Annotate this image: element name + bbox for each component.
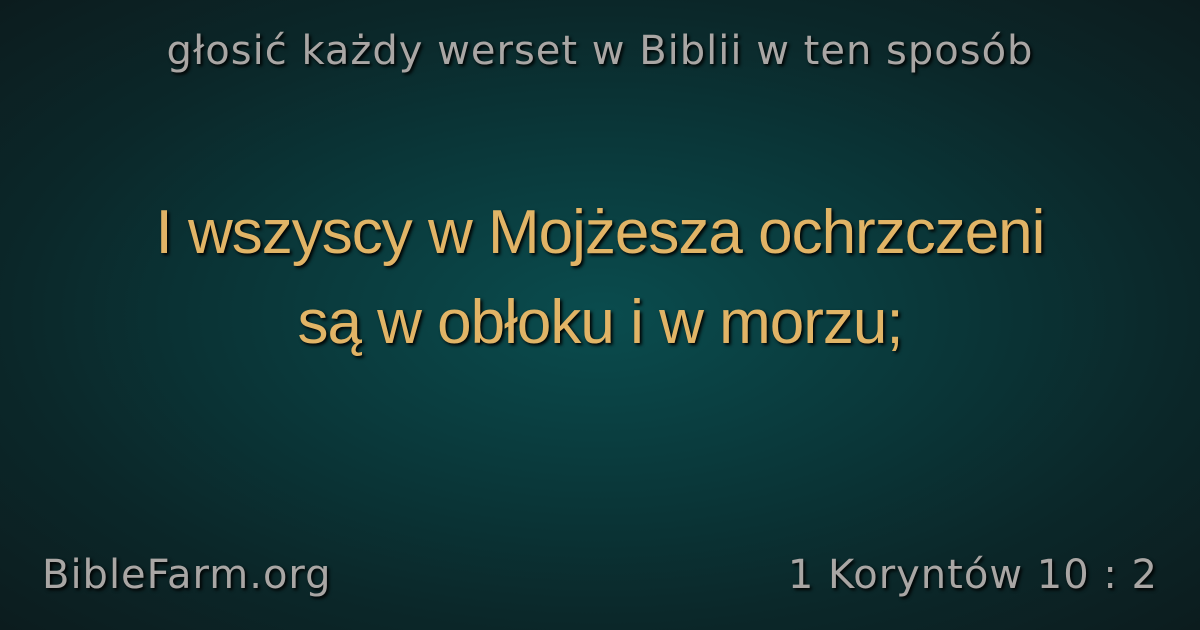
verse-line-2: są w obłoku i w morzu; — [297, 288, 903, 357]
verse-text — [40, 188, 1160, 368]
site-name: BibleFarm.org — [42, 552, 332, 598]
verse-line-1: I wszyscy w Mojżesza ochrzczeni — [155, 198, 1045, 267]
tagline: głosić każdy werset w Biblii w ten sposób — [166, 28, 1034, 74]
verse-reference: 1 Koryntów 10 : 2 — [787, 552, 1158, 598]
